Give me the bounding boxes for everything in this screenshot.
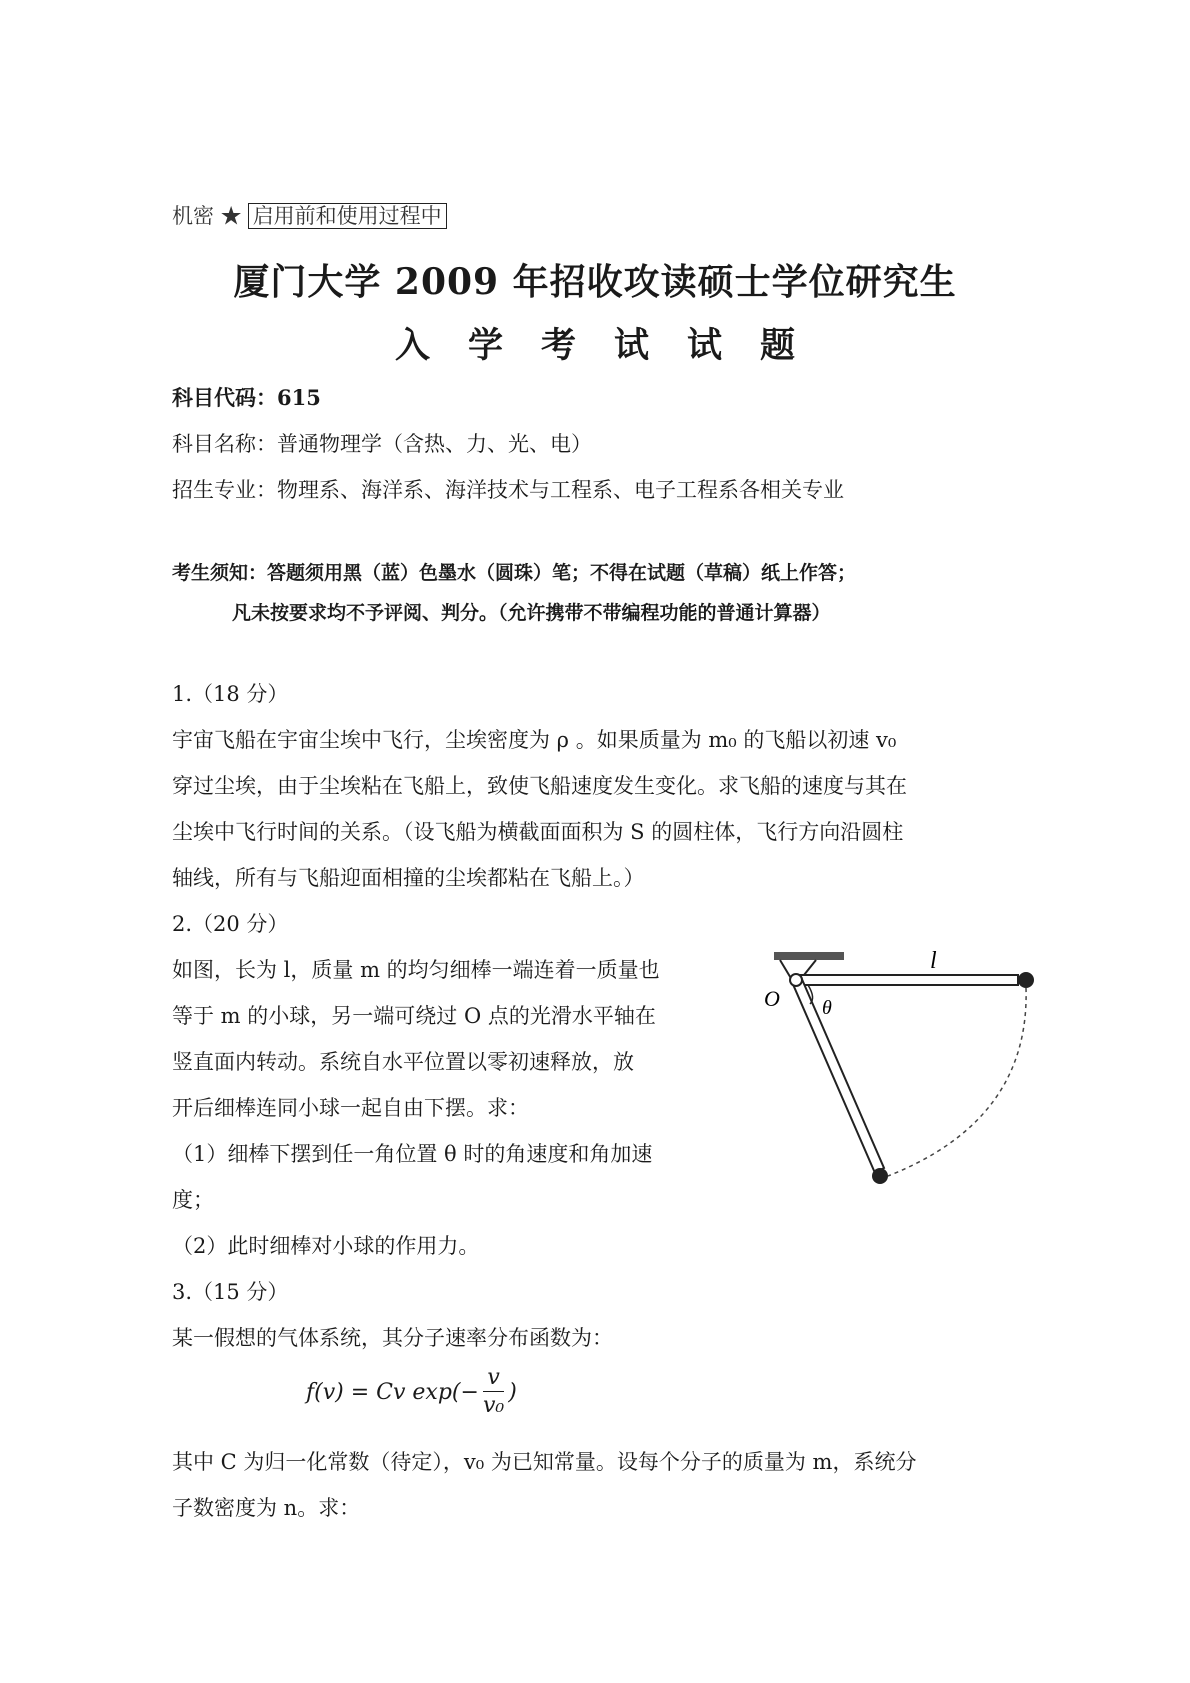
question-2-subquestion-1: （1）细棒下摆到任一角位置 θ 时的角速度和角加速	[172, 1142, 653, 1166]
question-2-subquestion-2: （2）此时细棒对小球的作用力。	[172, 1234, 480, 1258]
exam-title: 厦门大学 2009 年招收攻读硕士学位研究生	[233, 261, 957, 303]
ceiling-hatch	[774, 952, 844, 960]
question-2-heading: 2.（20 分）	[172, 912, 289, 936]
question-2-line: 开后细棒连同小球一起自由下摆。求：	[172, 1096, 529, 1120]
label-theta: θ	[822, 997, 832, 1019]
confidential-box: 启用前和使用过程中	[248, 203, 447, 229]
question-3-line: 子数密度为 n。求：	[172, 1496, 361, 1520]
question-1-line: 穿过尘埃，由于尘埃粘在飞船上，致使飞船速度发生变化。求飞船的速度与其在	[172, 774, 907, 798]
enrollment-major: 招生专业：物理系、海洋系、海洋技术与工程系、电子工程系各相关专业	[172, 478, 844, 502]
question-3-line: 某一假想的气体系统，其分子速率分布函数为：	[172, 1326, 613, 1350]
pivot-point	[790, 974, 802, 986]
question-1-line: 宇宙飞船在宇宙尘埃中飞行，尘埃密度为 ρ 。如果质量为 m₀ 的飞船以初速 v₀	[172, 728, 897, 752]
question-3-heading: 3.（15 分）	[172, 1280, 289, 1304]
swing-arc	[888, 988, 1026, 1176]
question-2-line: 如图，长为 l，质量 m 的均匀细棒一端连着一质量也	[172, 958, 660, 982]
exam-subtitle: 入学考试试题	[394, 325, 833, 366]
question-1-line: 尘埃中飞行时间的关系。（设飞船为横截面面积为 S 的圆柱体，飞行方向沿圆柱	[172, 820, 904, 844]
formula-fraction	[483, 1367, 504, 1417]
ball-initial	[1018, 972, 1034, 988]
question-1-heading: 1.（18 分）	[172, 682, 289, 706]
notice-line-1: 考生须知：答题须用黑（蓝）色墨水（圆珠）笔；不得在试题（草稿）纸上作答；	[172, 562, 857, 584]
subject-name: 科目名称：普通物理学（含热、力、光、电）	[172, 432, 592, 456]
formula-denominator: v₀	[482, 1393, 505, 1418]
question-3-line: 其中 C 为归一化常数（待定），v₀ 为已知常量。设每个分子的质量为 m，系统分	[172, 1450, 917, 1474]
formula-lhs: f(v) = Cv exp(−	[306, 1379, 479, 1405]
formula-numerator: v	[483, 1367, 503, 1392]
rod-swung	[792, 977, 884, 1173]
ball-swung	[872, 1168, 888, 1184]
rod-horizontal	[800, 975, 1018, 985]
formula-rhs: )	[508, 1379, 517, 1405]
label-l: l	[930, 948, 937, 974]
question-2-line: 等于 m 的小球，另一端可绕过 O 点的光滑水平轴在	[172, 1004, 656, 1028]
notice-line-2: 凡未按要求均不予评阅、判分。（允许携带不带编程功能的普通计算器）	[232, 602, 831, 624]
question-2-line: 竖直面内转动。系统自水平位置以零初速释放，放	[172, 1050, 634, 1074]
label-o: O	[764, 986, 780, 1011]
subject-code: 科目代码：615	[172, 385, 321, 410]
confidential-label	[172, 200, 447, 230]
distribution-formula	[306, 1367, 517, 1417]
confidential-text: 机密 ★	[172, 204, 242, 228]
question-2-subquestion-1-cont: 度；	[172, 1188, 214, 1212]
question-1-line: 轴线，所有与飞船迎面相撞的尘埃都粘在飞船上。）	[172, 866, 645, 890]
pendulum-figure	[760, 940, 1060, 1190]
